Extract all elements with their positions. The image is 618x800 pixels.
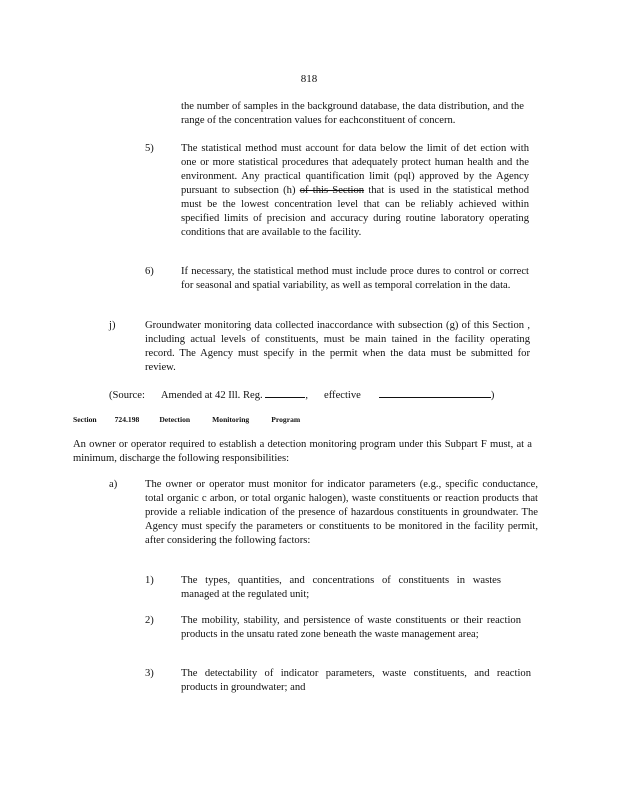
- section-number: 724.198: [114, 415, 140, 424]
- item-6-label: 6): [145, 266, 154, 277]
- sub-2-text: The mobility, stability, and persistence of waste constituents or their reaction products in the unsatu rated zone beneath the waste management area;: [181, 615, 521, 640]
- item-6-text: If necessary, the statistical method must include proce dures to control or correct for seasonal and spatial variability, as well as temporal correlation in the data.: [181, 266, 529, 291]
- item-5-text-before: The statistical method must account for data below the limit of det ection with one or more statistical procedures that adequately protect human health and the environment. Any practical quantification limit (pql) approved by the Agency pursuant to subsection (h): [181, 143, 529, 196]
- section-title-1: Detection: [159, 415, 191, 424]
- page-number: 818: [300, 73, 318, 85]
- effective-blank: [379, 386, 491, 398]
- struck-text: of this Section: [299, 185, 365, 196]
- item-a-label: a): [109, 479, 118, 490]
- sub-1-text: The types, quantities, and concentrations of constituents in wastes managed at the regulated unit;: [181, 575, 501, 600]
- section-word: Section: [73, 415, 97, 424]
- sub-3-text: The detectability of indicator parameters, waste constituents, and reaction products in groundwater; and: [181, 668, 531, 693]
- source-note: [109, 386, 494, 403]
- sub-3-label: 3): [145, 668, 154, 679]
- continued-paragraph: the number of samples in the background database, the data distribution, and the range of the concentration values for eachconstituent of concern.: [181, 101, 524, 126]
- source-amended: Amended at 42 Ill. Reg.: [160, 390, 263, 401]
- source-prefix: (Source:: [109, 390, 145, 401]
- item-5-text: [181, 142, 529, 240]
- source-close: ): [490, 390, 495, 401]
- source-effective: effective: [324, 390, 361, 401]
- intro-paragraph: An owner or operator required to establish a detection monitoring program under this Subpart F must, at a minimum, discharge the following responsibilities:: [73, 439, 532, 464]
- item-j-text: Groundwater monitoring data collected inaccordance with subsection (g) of this Section , including actual levels of constituents, must be main tained in the facility operating record. The Agency must specify in the permit when the data must be submitted for review.: [145, 320, 530, 373]
- sub-2-label: 2): [145, 615, 154, 626]
- register-blank: [265, 386, 305, 398]
- section-title-3: Program: [271, 415, 301, 424]
- item-5-label: 5): [145, 143, 154, 154]
- sub-1-label: 1): [145, 575, 154, 586]
- section-heading: [73, 413, 300, 427]
- item-a-text: The owner or operator must monitor for indicator parameters (e.g., specific conductance, total organic c arbon, or total organic halogen), waste constituents or reaction products that provide a reliable indication of the presence of hazardous constituents in groundwater. The Agency must specify the parameters or constituents to be monitored in the facility permit, after considering the following factors:: [145, 479, 538, 546]
- section-title-2: Monitoring: [212, 415, 250, 424]
- source-comma: ,: [305, 390, 308, 401]
- item-j-label: j): [109, 320, 116, 331]
- item-5-text-after: that is used in the statistical method must be the lowest concentration level that can be reliably achieved within specified limits of precision and accuracy during routine laboratory operating conditions that are available to the facility.: [181, 185, 529, 238]
